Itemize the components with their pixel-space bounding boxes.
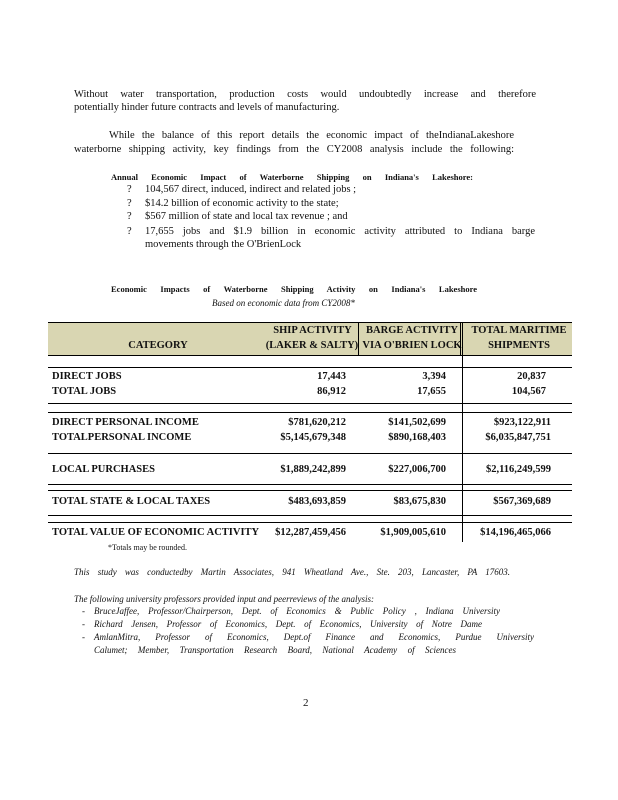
row-barge-value: $227,006,700: [388, 464, 446, 475]
row-barge-value: $890,168,403: [388, 432, 446, 443]
bullet-marker: ?: [127, 211, 132, 222]
summary-line2: waterborne shipping activity, key findings from the CY2008 analysis include the following:: [74, 144, 514, 155]
row-label: DIRECT PERSONAL INCOME: [52, 417, 199, 428]
row-label: TOTAL STATE & LOCAL TAXES: [52, 496, 211, 507]
reviewer-item: AmlanMitra, Professor of Economics, Dept.of Finance and Economics, Purdue University: [94, 632, 534, 642]
table-top-rule: [48, 322, 572, 323]
row-total-value: $14,196,465,066: [480, 527, 551, 538]
reviewer-item: BruceJaffee, Professor/Chairperson, Dept. of Economics & Public Policy , Indiana University: [94, 606, 500, 616]
row-ship-value: 86,912: [317, 386, 346, 397]
row-label: TOTAL VALUE OF ECONOMIC ACTIVITY: [52, 527, 260, 538]
row-barge-value: 17,655: [417, 386, 446, 397]
row-ship-value: $483,693,859: [288, 496, 346, 507]
column-header-barge-line1: BARGE ACTIVITY: [366, 325, 458, 336]
row-label: DIRECT JOBS: [52, 371, 122, 382]
column-divider: [358, 322, 359, 355]
section-rule: [48, 522, 572, 523]
bullet-item: movements through the O'BrienLock: [145, 239, 302, 250]
row-barge-value: $83,675,830: [393, 496, 446, 507]
column-header-barge-line2: VIA O'BRIEN LOCK: [362, 340, 462, 351]
row-total-value: 20,837: [517, 371, 546, 382]
row-barge-value: 3,394: [422, 371, 446, 382]
section-rule: [48, 367, 572, 368]
section-rule: [48, 484, 572, 485]
row-ship-value: 17,443: [317, 371, 346, 382]
row-total-value: $567,369,689: [493, 496, 551, 507]
row-barge-value: $141,502,699: [388, 417, 446, 428]
row-total-value: $2,116,249,599: [485, 464, 551, 475]
column-header-ship-line2: (LAKER & SALTY): [265, 340, 359, 351]
bullet-marker: ?: [127, 226, 132, 237]
column-header-total-line2: SHIPMENTS: [488, 340, 550, 351]
bullet-item: $14.2 billion of economic activity to the state;: [145, 198, 339, 209]
row-ship-value: $5,145,679,348: [280, 432, 346, 443]
table-title: Economic Impacts of Waterborne Shipping Activity on Indiana's Lakeshore: [111, 284, 477, 294]
section-rule: [48, 412, 572, 413]
row-ship-value: $1,889,242,899: [280, 464, 346, 475]
bullet-marker: ?: [127, 198, 132, 209]
row-barge-value: $1,909,005,610: [380, 527, 446, 538]
row-ship-value: $12,287,459,456: [275, 527, 346, 538]
column-divider: [460, 322, 461, 355]
row-label: TOTALPERSONAL INCOME: [52, 432, 192, 443]
bullets-heading: Annual Economic Impact of Waterborne Shipping on Indiana's Lakeshore:: [111, 172, 473, 182]
section-rule: [48, 453, 572, 454]
reviewer-item: Richard Jensen, Professor of Economics, Dept. of Economics, University of Notre Dame: [94, 619, 482, 629]
table-header-bottom-rule: [48, 355, 572, 356]
intro-paragraph-line1: Without water transportation, production costs would undoubtedly increase and therefore: [74, 89, 536, 100]
reviewer-dash: -: [82, 632, 85, 642]
bullet-marker: ?: [127, 184, 132, 195]
column-header-total-line1: TOTAL MARITIME: [471, 325, 567, 336]
reviewers-intro: The following university professors provided input and peerreviews of the analysis:: [74, 594, 374, 604]
intro-paragraph-line2: potentially hinder future contracts and levels of manufacturing.: [74, 102, 340, 113]
reviewer-item: Calumet; Member, Transportation Research Board, National Academy of Sciences: [94, 645, 456, 655]
reviewer-dash: -: [82, 619, 85, 629]
row-total-value: $923,122,911: [493, 417, 551, 428]
study-note: This study was conductedby Martin Associates, 941 Wheatland Ave., Ste. 203, Lancaster, PA 17603.: [74, 567, 510, 577]
page-number: 2: [303, 697, 309, 709]
bullet-item: 104,567 direct, induced, indirect and related jobs ;: [145, 184, 357, 195]
row-label: TOTAL JOBS: [52, 386, 117, 397]
row-total-value: 104,567: [511, 386, 546, 397]
section-rule: [48, 490, 572, 491]
section-rule: [48, 515, 572, 516]
row-label: LOCAL PURCHASES: [52, 464, 155, 475]
bullet-item: $567 million of state and local tax revenue ; and: [145, 211, 348, 222]
column-header-ship-line1: SHIP ACTIVITY: [273, 325, 352, 336]
row-total-value: $6,035,847,751: [485, 432, 551, 443]
table-footnote: *Totals may be rounded.: [108, 543, 187, 552]
summary-line1: While the balance of this report details the economic impact of theIndianaLakeshore: [109, 130, 514, 141]
section-rule: [48, 403, 572, 404]
reviewer-dash: -: [82, 606, 85, 616]
bullet-item: 17,655 jobs and $1.9 billion in economic activity attributed to Indiana barge: [145, 226, 535, 237]
column-header-category: CATEGORY: [128, 340, 188, 351]
table-subtitle: Based on economic data from CY2008*: [212, 298, 355, 308]
row-ship-value: $781,620,212: [288, 417, 346, 428]
